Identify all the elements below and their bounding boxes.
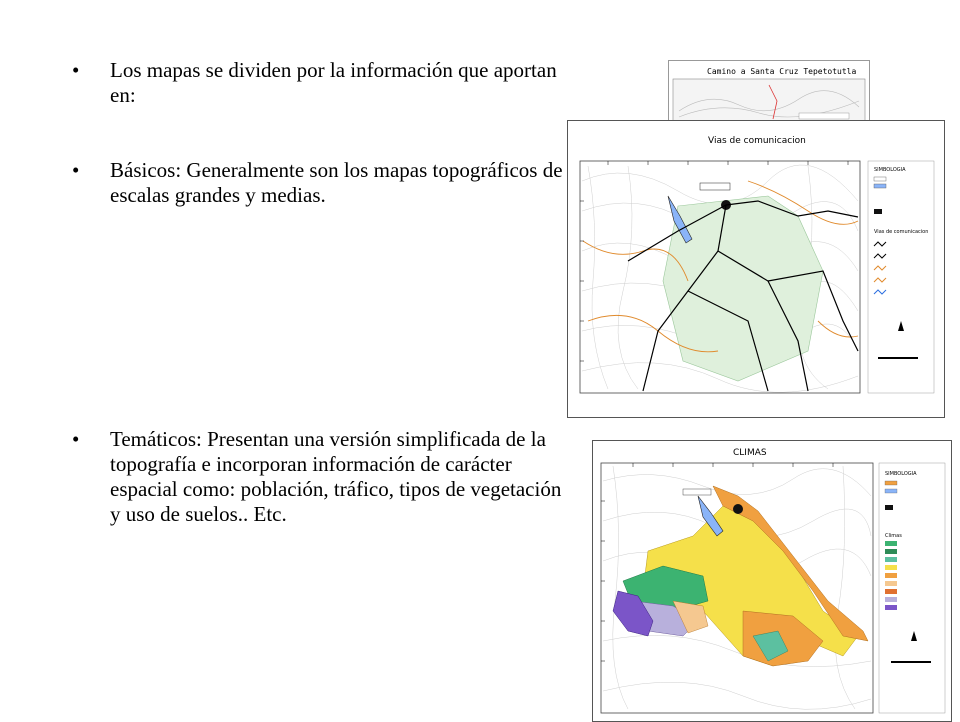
bullet-symbol: • [72, 427, 80, 451]
topographic-map-image [668, 60, 870, 122]
bullet-text: Básicos: Generalmente son los mapas topográficos de escalas grandes y medias. [110, 158, 563, 207]
bullet-symbol: • [72, 158, 80, 182]
roads-map-image [567, 120, 945, 418]
climate-map-title: CLIMAS [733, 448, 767, 458]
climate-map-image [592, 440, 952, 722]
bullet-text: Temáticos: Presentan una versión simplificada de la topografía e incorporan información de carácter espacial como: población, tráfico, tipos de vegetación y uso de suelos.. Etc. [110, 427, 562, 526]
roads-map-title: Vias de comunicacion [708, 136, 806, 146]
roads-legend-subtitle: Vias de comunicacion [874, 229, 929, 235]
bullet-symbol: • [72, 58, 80, 82]
roads-legend-title: SIMBOLOGIA [874, 167, 906, 173]
bullet-text: Los mapas se dividen por la información que aportan en: [110, 58, 557, 107]
map-back-title: Camino a Santa Cruz Tepetotutla [707, 67, 857, 76]
climate-legend-title: SIMBOLOGIA [885, 471, 917, 477]
climate-legend-subtitle: Climas [885, 533, 902, 539]
